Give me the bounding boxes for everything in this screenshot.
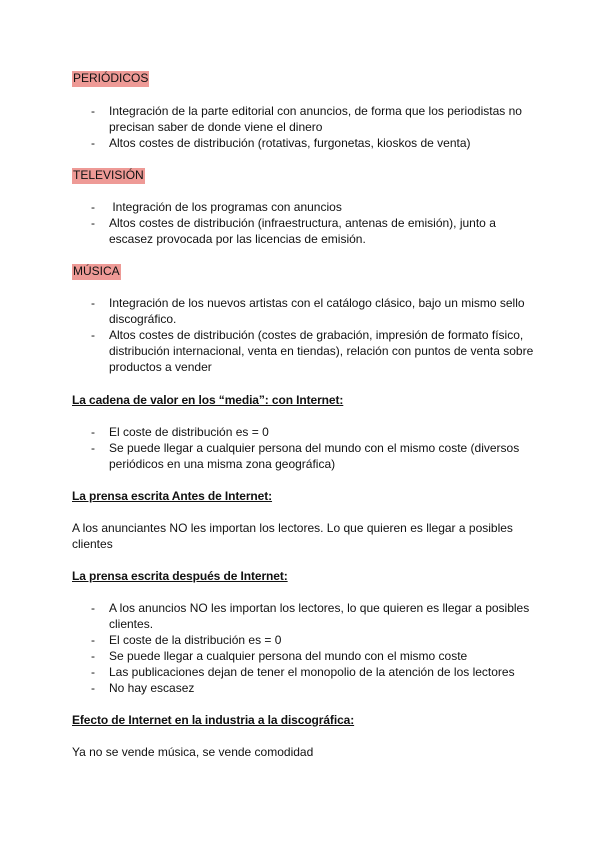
highlighted-heading: MÚSICA — [73, 264, 120, 278]
heading-prensa-antes — [72, 488, 542, 504]
heading-periodicos — [72, 71, 542, 87]
underlined-heading: Efecto de Internet en la industria a la discográfica: — [72, 713, 355, 727]
list-item: - A los anuncios NO les importan los lectores, lo que quieren es llegar a posibles clientes. — [91, 600, 541, 632]
list-musica — [91, 295, 541, 375]
list-cadena-valor — [91, 424, 541, 472]
underlined-heading: La prensa escrita Antes de Internet: — [72, 489, 273, 503]
list-item: - El coste de la distribución es = 0 — [91, 632, 541, 648]
list-item: - Altos costes de distribución (infraestructura, antenas de emisión), junto a escasez provocada por las licencias de emisión. — [91, 215, 541, 247]
heading-prensa-despues — [72, 568, 542, 584]
list-prensa-despues — [91, 600, 541, 696]
underlined-heading: La cadena de valor en los “media”: con Internet: — [72, 393, 344, 407]
heading-cadena-valor — [72, 392, 542, 408]
list-item: - No hay escasez — [91, 680, 541, 696]
underlined-heading: La prensa escrita después de Internet: — [72, 569, 288, 583]
heading-musica — [72, 264, 542, 280]
list-item: - Integración de los programas con anuncios — [91, 199, 541, 215]
list-item: - El coste de distribución es = 0 — [91, 424, 541, 440]
heading-efecto-internet — [72, 712, 542, 728]
list-item: - Se puede llegar a cualquier persona del mundo con el mismo coste (diversos periódicos en una misma zona geográfica) — [91, 440, 541, 472]
list-item: - Se puede llegar a cualquier persona del mundo con el mismo coste — [91, 648, 541, 664]
list-periodicos — [91, 103, 541, 151]
highlighted-heading: TELEVISIÓN — [73, 168, 144, 182]
list-item: - Integración de los nuevos artistas con el catálogo clásico, bajo un mismo sello discográfico. — [91, 295, 541, 327]
highlighted-heading: PERIÓDICOS — [73, 71, 149, 85]
list-television — [91, 199, 541, 247]
list-item: - Altos costes de distribución (rotativas, furgonetas, kioskos de venta) — [91, 135, 541, 151]
paragraph-prensa-antes: A los anunciantes NO les importan los lectores. Lo que quieren es llegar a posibles clientes — [72, 521, 513, 551]
list-item: - Integración de la parte editorial con anuncios, de forma que los periodistas no precisan saber de donde viene el dinero — [91, 103, 541, 135]
heading-television — [72, 168, 542, 184]
list-item: - Las publicaciones dejan de tener el monopolio de la atención de los lectores — [91, 664, 541, 680]
list-item: - Altos costes de distribución (costes de grabación, impresión de formato físico, distribución internacional, venta en tiendas), relación con puntos de venta sobre productos a vender — [91, 327, 541, 375]
paragraph-efecto-internet: Ya no se vende música, se vende comodidad — [72, 745, 314, 759]
